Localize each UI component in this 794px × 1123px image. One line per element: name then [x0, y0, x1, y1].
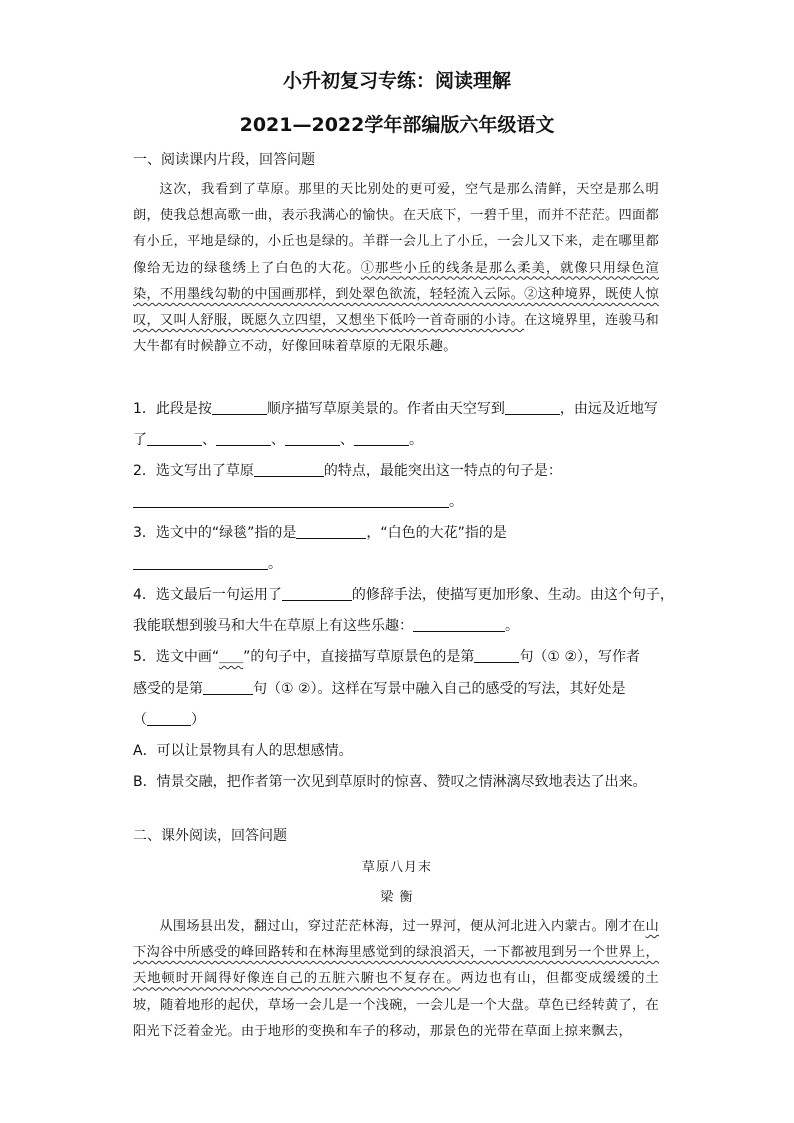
question-2-line1	[133, 456, 663, 487]
q4-text: 的修辞手法，使描写更加形象、生动。由这个句子，	[351, 587, 674, 603]
q3-blank-2[interactable]	[133, 553, 268, 570]
article-author: 梁 衡	[380, 890, 414, 905]
question-5-line3	[133, 705, 663, 736]
q5-blank-1[interactable]	[474, 646, 519, 663]
q1-blank-4[interactable]	[216, 429, 271, 446]
q3-text: 。	[268, 556, 282, 572]
q5-text: 5．选文中画“	[133, 649, 220, 665]
article-title: 草原八月末	[361, 860, 432, 875]
q3-text: ，“白色的大花”指的是	[366, 525, 507, 541]
q5-paren: （	[133, 712, 147, 728]
q5-text: 句（① ②），写作者	[519, 649, 640, 665]
q4-text: 4．选文最后一句运用了	[133, 587, 282, 603]
q5-answer-blank[interactable]	[147, 709, 191, 726]
passage-text: 两边也有山，但都变成缓缓的土坡，随着地形的起伏，草场一会儿是一个浅碗，一会儿是一个大盘。草色已经转黄了，在阳光下泛着金光。由于地形的变换和车子的移动，那景色的光带在草面上掠来飘去，	[133, 971, 660, 1039]
q1-blank-6[interactable]	[354, 429, 409, 446]
q1-text: ，由远及近地写	[559, 401, 658, 417]
passage-text: 这次，我看到了草原。那里的天比别处的更可爱，空气是那么清鲜，天空是那么明朗，使我总想高歌一曲，表示我满心的愉快。在天底下，一碧千里，而并不茫茫。四面都有小丘，平地是绿的，小丘也是绿的。羊群一会儿上了小丘，一会儿又下来，走在哪里都像给无边的绿毯绣上了白色的大花。	[133, 182, 660, 276]
section1-questions	[133, 394, 674, 798]
document-subtitle: 2021—2022学年部编版六年级语文	[239, 114, 555, 136]
question-1-line2	[133, 425, 663, 456]
q5-paren: ）	[191, 712, 205, 728]
q2-text: 。	[449, 494, 463, 510]
q1-text: 1．此段是按	[133, 401, 212, 417]
q5-blank-2[interactable]	[203, 678, 253, 695]
passage-text: 从围场县出发，翻过山，穿过茫茫林海，过一界河，便从河北进入内蒙古。刚才在	[159, 919, 646, 934]
q1-sep: 、	[271, 432, 285, 448]
question-3-line2	[133, 549, 663, 580]
q5-text: ”的句子中，直接描写草原景色的是第	[243, 649, 475, 665]
q1-blank-5[interactable]	[285, 429, 340, 446]
question-3-line1	[133, 518, 663, 549]
q1-sep: 、	[202, 432, 216, 448]
q1-blank-3[interactable]	[147, 429, 202, 446]
section1-passage	[133, 177, 659, 360]
q1-blank-2[interactable]	[505, 398, 560, 415]
q1-text: 顺序描写草原美景的。作者由天空写到	[266, 401, 505, 417]
document-title: 小升初复习专练：阅读理解	[282, 70, 511, 92]
wavy-sentence: 山下沟谷中所感受的峰回路转和在林海里感觉到的绿浪滔天，一下都被甩到另一个世界上，天地顿时开阔得好像连自己的五脏六腑也不复存在。	[133, 919, 660, 987]
section1-heading: 一、阅读课内片段，回答问题	[133, 152, 315, 168]
question-4-line2	[133, 611, 663, 642]
q4-text: 。	[505, 618, 519, 634]
q4-text: 我能联想到骏马和大牛在草原上有这些乐趣：	[133, 618, 413, 634]
q2-text: 2．选文写出了草原	[133, 463, 254, 479]
q1-text: 了	[133, 432, 147, 448]
q3-blank-1[interactable]	[296, 522, 366, 539]
q1-blank-1[interactable]	[212, 398, 267, 415]
option-a[interactable]: A．可以让景物具有人的思想感情。	[133, 743, 353, 759]
question-1-line1	[133, 394, 663, 425]
q2-blank-2[interactable]	[133, 491, 449, 508]
question-4-line1	[133, 580, 674, 611]
section2-heading: 二、课外阅读，回答问题	[133, 828, 287, 844]
q1-sep: 、	[340, 432, 354, 448]
wavy-sentence-2: ②这种境界，既使人惊叹，又叫人舒服，既愿久立四望，又想坐下低吟一首奇丽的小诗。	[133, 286, 660, 329]
q3-text: 3．选文中的“绿毯”指的是	[133, 525, 297, 541]
q1-text: 。	[409, 432, 423, 448]
wavy-sentence-1: ①那些小丘的线条是那么柔美，就像只用绿色渲染，不用墨线勾勒的中国画那样，到处翠色欲流，轻轻流入云际。	[133, 260, 659, 302]
q5-text: 句（① ②）。这样在写景中融入自己的感受的写法，其好处是	[253, 681, 626, 697]
q2-text: 的特点，最能突出这一特点的句子是：	[323, 463, 562, 479]
question-5-line2	[133, 674, 663, 705]
question-5-line1	[133, 642, 663, 674]
option-b[interactable]: B．情景交融，把作者第一次见到草原时的惊喜、赞叹之情淋漓尽致地表达了出来。	[133, 774, 647, 790]
section2-passage	[133, 914, 659, 1045]
passage-text: 在这境界里，连骏马和大牛都有时候静立不动，好像回味着草原的无限乐趣。	[133, 313, 660, 355]
q5-wavy-mark: ______	[219, 654, 244, 663]
question-2-line2	[133, 487, 663, 518]
q5-text: 感受的是第	[133, 681, 203, 697]
q4-blank-2[interactable]	[413, 615, 505, 632]
q2-blank-1[interactable]	[254, 460, 324, 477]
q4-blank-1[interactable]	[282, 584, 352, 601]
